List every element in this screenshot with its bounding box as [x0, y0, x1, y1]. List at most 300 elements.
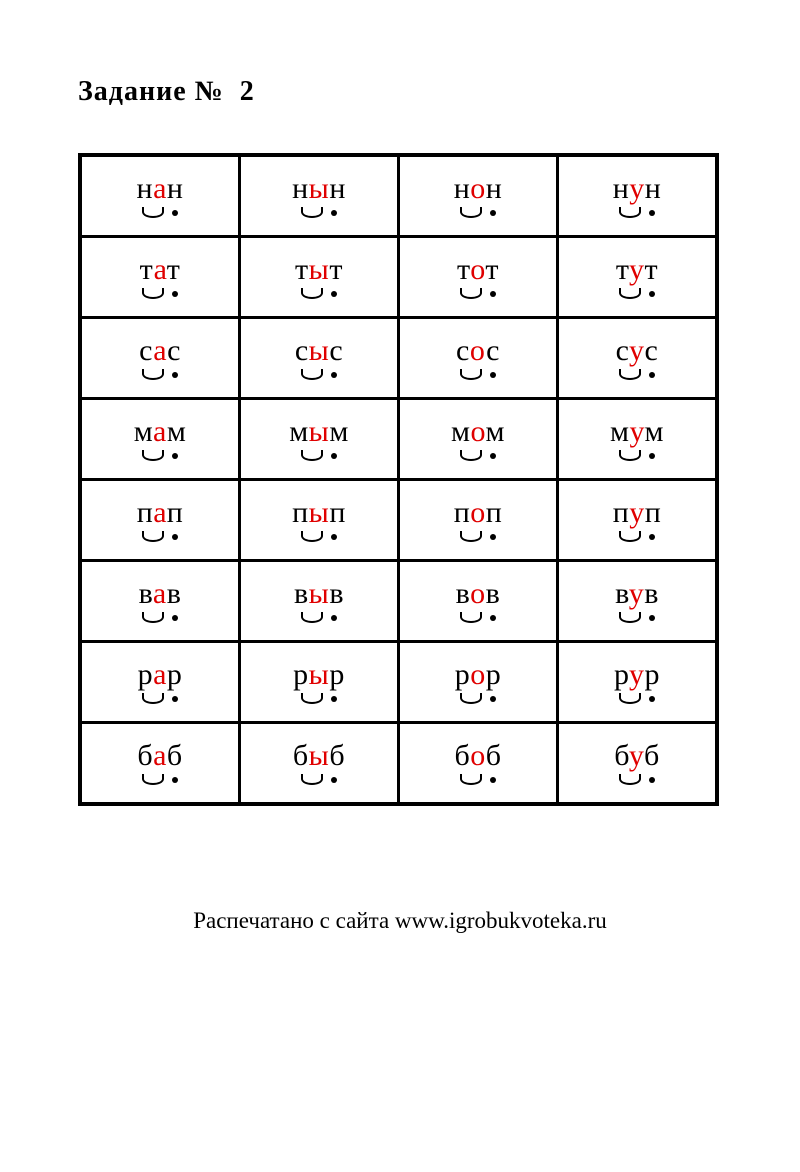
syllable-block: [455, 660, 502, 704]
consonant-last: р: [329, 658, 345, 691]
dot-icon: [649, 291, 655, 297]
arc-icon: [142, 774, 164, 785]
arc-icon: [301, 450, 323, 461]
dot-icon: [490, 615, 496, 621]
syllable-cell: [399, 561, 558, 642]
consonant-first: р: [137, 658, 154, 691]
consonant-last: б: [643, 739, 660, 772]
vowel-letter: ы: [308, 415, 330, 448]
consonant-last: н: [329, 172, 346, 205]
arc-icon: [460, 450, 482, 461]
vowel-letter: а: [153, 334, 168, 367]
syllable-cell: [80, 237, 240, 318]
syllable-text: [137, 741, 182, 771]
consonant-first: с: [615, 334, 630, 367]
syllable-cell: [558, 723, 718, 805]
consonant-last: м: [166, 415, 187, 448]
arc-icon: [460, 369, 482, 380]
dot-icon: [331, 291, 337, 297]
vowel-letter: у: [629, 172, 645, 205]
consonant-first: с: [139, 334, 154, 367]
consonant-first: б: [137, 739, 154, 772]
sound-scheme-marks: [454, 204, 503, 218]
consonant-first: р: [454, 658, 471, 691]
table-row: [80, 642, 717, 723]
consonant-first: п: [292, 496, 309, 529]
syllable-block: [295, 336, 343, 380]
sound-scheme-marks: [616, 285, 658, 299]
syllable-cell: [399, 318, 558, 399]
consonant-last: м: [644, 415, 665, 448]
syllable-block: [614, 660, 660, 704]
syllable-text: [456, 336, 500, 366]
consonant-last: р: [644, 658, 661, 691]
sound-scheme-marks: [137, 528, 184, 542]
dot-icon: [490, 777, 496, 783]
sound-scheme-marks: [457, 285, 499, 299]
syllable-block: [614, 741, 660, 785]
syllable-block: [137, 741, 182, 785]
syllable-cell: [240, 480, 399, 561]
dot-icon: [331, 372, 337, 378]
dot-icon: [172, 453, 178, 459]
syllable-text: [457, 255, 499, 285]
sound-scheme-marks: [613, 528, 662, 542]
arc-icon: [619, 531, 641, 542]
consonant-last: в: [485, 577, 501, 610]
syllable-cell: [240, 237, 399, 318]
syllable-text: [294, 579, 344, 609]
vowel-letter: а: [153, 253, 167, 286]
consonant-first: т: [615, 253, 630, 286]
dot-icon: [649, 696, 655, 702]
syllable-cell: [558, 318, 718, 399]
consonant-first: н: [136, 172, 154, 205]
consonant-first: п: [453, 496, 471, 529]
vowel-letter: о: [470, 496, 486, 529]
vowel-letter: о: [470, 739, 486, 772]
dot-icon: [490, 372, 496, 378]
dot-icon: [490, 534, 496, 540]
consonant-first: в: [455, 577, 471, 610]
vowel-letter: о: [470, 577, 486, 610]
table-row: [80, 155, 717, 237]
consonant-last: п: [166, 496, 184, 529]
syllable-cell: [558, 642, 718, 723]
syllable-cell: [558, 155, 718, 237]
arc-icon: [142, 693, 164, 704]
sound-scheme-marks: [137, 204, 184, 218]
syllable-block: [138, 660, 183, 704]
syllable-cell: [240, 723, 399, 805]
arc-icon: [301, 288, 323, 299]
table-row: [80, 237, 717, 318]
vowel-letter: ы: [308, 496, 330, 529]
vowel-letter: о: [470, 172, 486, 205]
dot-icon: [649, 453, 655, 459]
arc-icon: [142, 369, 164, 380]
sound-scheme-marks: [137, 771, 182, 785]
dot-icon: [331, 777, 337, 783]
consonant-last: м: [329, 415, 349, 448]
sound-scheme-marks: [140, 285, 181, 299]
vowel-letter: ы: [308, 658, 330, 691]
consonant-first: б: [454, 739, 471, 772]
sound-scheme-marks: [295, 285, 343, 299]
vowel-letter: о: [470, 658, 486, 691]
table-row: [80, 318, 717, 399]
dot-icon: [649, 534, 655, 540]
sound-scheme-marks: [451, 447, 505, 461]
consonant-first: н: [292, 172, 309, 205]
dot-icon: [649, 210, 655, 216]
sound-scheme-marks: [138, 690, 183, 704]
consonant-first: в: [138, 577, 153, 610]
syllable-block: [613, 174, 662, 218]
syllable-block: [139, 336, 181, 380]
arc-icon: [142, 450, 164, 461]
syllable-text: [140, 255, 181, 285]
arc-icon: [460, 612, 482, 623]
arc-icon: [301, 369, 323, 380]
consonant-last: т: [166, 253, 181, 286]
arc-icon: [301, 207, 323, 218]
arc-icon: [142, 288, 164, 299]
consonant-first: м: [451, 415, 471, 448]
syllable-text: [292, 174, 346, 204]
consonant-first: б: [614, 739, 629, 772]
syllable-block: [616, 336, 659, 380]
vowel-letter: ы: [308, 739, 330, 772]
syllable-text: [616, 336, 659, 366]
consonant-first: п: [136, 496, 154, 529]
consonant-last: п: [329, 496, 346, 529]
syllable-cell: [80, 399, 240, 480]
consonant-last: р: [485, 658, 502, 691]
syllable-block: [134, 417, 187, 461]
syllable-block: [140, 255, 181, 299]
sound-scheme-marks: [616, 366, 659, 380]
sound-scheme-marks: [292, 528, 346, 542]
consonant-last: с: [486, 334, 500, 367]
consonant-last: п: [644, 496, 662, 529]
syllable-cell: [558, 237, 718, 318]
syllable-cell: [399, 480, 558, 561]
consonant-last: н: [485, 172, 503, 205]
consonant-last: п: [485, 496, 503, 529]
consonant-last: т: [485, 253, 499, 286]
syllable-cell: [80, 480, 240, 561]
syllable-text: [613, 174, 662, 204]
syllable-text: [295, 255, 343, 285]
dot-icon: [490, 453, 496, 459]
dot-icon: [331, 615, 337, 621]
vowel-letter: у: [629, 415, 645, 448]
arc-icon: [460, 693, 482, 704]
vowel-letter: о: [470, 415, 486, 448]
syllable-cell: [399, 399, 558, 480]
arc-icon: [301, 774, 323, 785]
consonant-last: н: [644, 172, 662, 205]
syllable-text: [139, 336, 181, 366]
consonant-first: в: [294, 577, 309, 610]
arc-icon: [460, 288, 482, 299]
syllable-text: [610, 417, 664, 447]
consonant-first: т: [295, 253, 309, 286]
dot-icon: [490, 696, 496, 702]
arc-icon: [619, 693, 641, 704]
table-row: [80, 399, 717, 480]
dot-icon: [490, 210, 496, 216]
syllable-block: [293, 741, 345, 785]
sound-scheme-marks: [139, 609, 182, 623]
syllable-table-body: [80, 155, 717, 804]
consonant-first: р: [613, 658, 630, 691]
syllable-text: [456, 579, 501, 609]
arc-icon: [619, 207, 641, 218]
consonant-last: т: [329, 253, 343, 286]
consonant-first: с: [294, 334, 309, 367]
sound-scheme-marks: [614, 690, 660, 704]
consonant-first: р: [293, 658, 309, 691]
syllable-cell: [558, 480, 718, 561]
vowel-letter: у: [628, 577, 645, 610]
consonant-last: с: [644, 334, 659, 367]
syllable-block: [457, 255, 499, 299]
dot-icon: [172, 696, 178, 702]
arc-icon: [460, 774, 482, 785]
sound-scheme-marks: [615, 609, 659, 623]
dot-icon: [331, 696, 337, 702]
syllable-cell: [80, 561, 240, 642]
syllable-cell: [399, 723, 558, 805]
sound-scheme-marks: [454, 771, 501, 785]
syllable-text: [295, 336, 343, 366]
vowel-letter: о: [470, 253, 486, 286]
syllable-text: [455, 660, 502, 690]
consonant-last: б: [166, 739, 183, 772]
syllable-block: [292, 498, 346, 542]
syllable-block: [456, 579, 501, 623]
sound-scheme-marks: [292, 204, 346, 218]
syllable-text: [616, 255, 658, 285]
consonant-last: р: [166, 658, 183, 691]
vowel-letter: а: [152, 415, 167, 448]
dot-icon: [649, 777, 655, 783]
sound-scheme-marks: [134, 447, 187, 461]
syllable-block: [289, 417, 349, 461]
consonant-first: с: [456, 334, 470, 367]
syllable-text: [454, 174, 503, 204]
vowel-letter: ы: [308, 253, 330, 286]
vowel-letter: у: [629, 253, 645, 286]
syllable-cell: [240, 561, 399, 642]
sound-scheme-marks: [454, 528, 503, 542]
consonant-last: м: [485, 415, 505, 448]
syllable-table: [78, 153, 719, 806]
consonant-last: с: [167, 334, 181, 367]
syllable-cell: [558, 399, 718, 480]
vowel-letter: ы: [308, 577, 330, 610]
dot-icon: [331, 534, 337, 540]
arc-icon: [460, 531, 482, 542]
consonant-last: б: [485, 739, 502, 772]
arc-icon: [301, 531, 323, 542]
table-row: [80, 561, 717, 642]
arc-icon: [619, 450, 641, 461]
vowel-letter: а: [153, 496, 167, 529]
vowel-letter: а: [153, 739, 167, 772]
sound-scheme-marks: [455, 690, 502, 704]
syllable-text: [137, 174, 184, 204]
syllable-cell: [240, 399, 399, 480]
page-title: Задание № 2: [78, 76, 255, 107]
syllable-text: [289, 417, 349, 447]
syllable-cell: [240, 642, 399, 723]
syllable-block: [610, 417, 664, 461]
consonant-first: м: [289, 415, 309, 448]
syllable-text: [139, 579, 182, 609]
vowel-letter: ы: [308, 334, 330, 367]
dot-icon: [649, 372, 655, 378]
syllable-text: [292, 498, 346, 528]
arc-icon: [142, 531, 164, 542]
syllable-text: [615, 579, 659, 609]
syllable-text: [137, 498, 184, 528]
syllable-block: [139, 579, 182, 623]
sound-scheme-marks: [293, 771, 345, 785]
syllable-block: [137, 174, 184, 218]
syllable-block: [454, 498, 503, 542]
arc-icon: [619, 288, 641, 299]
sound-scheme-marks: [293, 690, 345, 704]
arc-icon: [301, 612, 323, 623]
consonant-last: в: [644, 577, 659, 610]
arc-icon: [142, 207, 164, 218]
syllable-block: [454, 174, 503, 218]
syllable-text: [454, 498, 503, 528]
vowel-letter: а: [153, 658, 167, 691]
syllable-text: [613, 498, 662, 528]
consonant-last: н: [166, 172, 184, 205]
arc-icon: [460, 207, 482, 218]
vowel-letter: у: [628, 739, 644, 772]
sound-scheme-marks: [289, 447, 349, 461]
syllable-text: [293, 741, 345, 771]
vowel-letter: ы: [308, 172, 330, 205]
consonant-last: т: [644, 253, 659, 286]
syllable-block: [294, 579, 344, 623]
footer-credit: Распечатано с сайта www.igrobukvoteka.ru: [193, 908, 607, 933]
vowel-letter: о: [469, 334, 487, 367]
sound-scheme-marks: [613, 204, 662, 218]
vowel-letter: у: [629, 658, 645, 691]
arc-icon: [142, 612, 164, 623]
arc-icon: [301, 693, 323, 704]
syllable-block: [456, 336, 500, 380]
syllable-text: [451, 417, 505, 447]
consonant-last: в: [166, 577, 182, 610]
syllable-block: [613, 498, 662, 542]
table-row: [80, 480, 717, 561]
sound-scheme-marks: [294, 609, 344, 623]
dot-icon: [649, 615, 655, 621]
sound-scheme-marks: [139, 366, 181, 380]
syllable-cell: [80, 318, 240, 399]
consonant-first: м: [609, 415, 630, 448]
sound-scheme-marks: [295, 366, 343, 380]
sound-scheme-marks: [456, 366, 500, 380]
arc-icon: [619, 774, 641, 785]
syllable-block: [292, 174, 346, 218]
syllable-cell: [80, 155, 240, 237]
dot-icon: [331, 210, 337, 216]
syllable-text: [454, 741, 501, 771]
consonant-first: в: [615, 577, 629, 610]
syllable-cell: [240, 155, 399, 237]
table-row: [80, 723, 717, 805]
syllable-cell: [399, 237, 558, 318]
dot-icon: [331, 453, 337, 459]
syllable-text: [614, 660, 660, 690]
dot-icon: [172, 210, 178, 216]
consonant-first: т: [457, 253, 471, 286]
arc-icon: [619, 369, 641, 380]
syllable-text: [138, 660, 183, 690]
consonant-first: н: [612, 172, 630, 205]
dot-icon: [172, 615, 178, 621]
arc-icon: [619, 612, 641, 623]
consonant-first: п: [612, 496, 630, 529]
syllable-block: [295, 255, 343, 299]
syllable-block: [615, 579, 659, 623]
consonant-first: б: [292, 739, 309, 772]
vowel-letter: а: [153, 172, 167, 205]
consonant-last: с: [329, 334, 344, 367]
syllable-text: [134, 417, 187, 447]
dot-icon: [172, 534, 178, 540]
dot-icon: [172, 291, 178, 297]
syllable-cell: [399, 642, 558, 723]
syllable-block: [454, 741, 501, 785]
consonant-first: м: [133, 415, 153, 448]
consonant-last: б: [329, 739, 346, 772]
syllable-text: [614, 741, 660, 771]
syllable-block: [616, 255, 658, 299]
sound-scheme-marks: [456, 609, 501, 623]
sound-scheme-marks: [614, 771, 660, 785]
syllable-cell: [80, 723, 240, 805]
dot-icon: [490, 291, 496, 297]
syllable-block: [451, 417, 505, 461]
vowel-letter: а: [152, 577, 167, 610]
syllable-cell: [399, 155, 558, 237]
consonant-last: в: [329, 577, 344, 610]
consonant-first: н: [453, 172, 471, 205]
sound-scheme-marks: [610, 447, 664, 461]
dot-icon: [172, 372, 178, 378]
consonant-first: т: [139, 253, 154, 286]
vowel-letter: у: [629, 334, 645, 367]
syllable-block: [293, 660, 345, 704]
dot-icon: [172, 777, 178, 783]
syllable-cell: [240, 318, 399, 399]
syllable-text: [293, 660, 345, 690]
syllable-block: [137, 498, 184, 542]
vowel-letter: у: [629, 496, 645, 529]
syllable-cell: [80, 642, 240, 723]
syllable-cell: [558, 561, 718, 642]
